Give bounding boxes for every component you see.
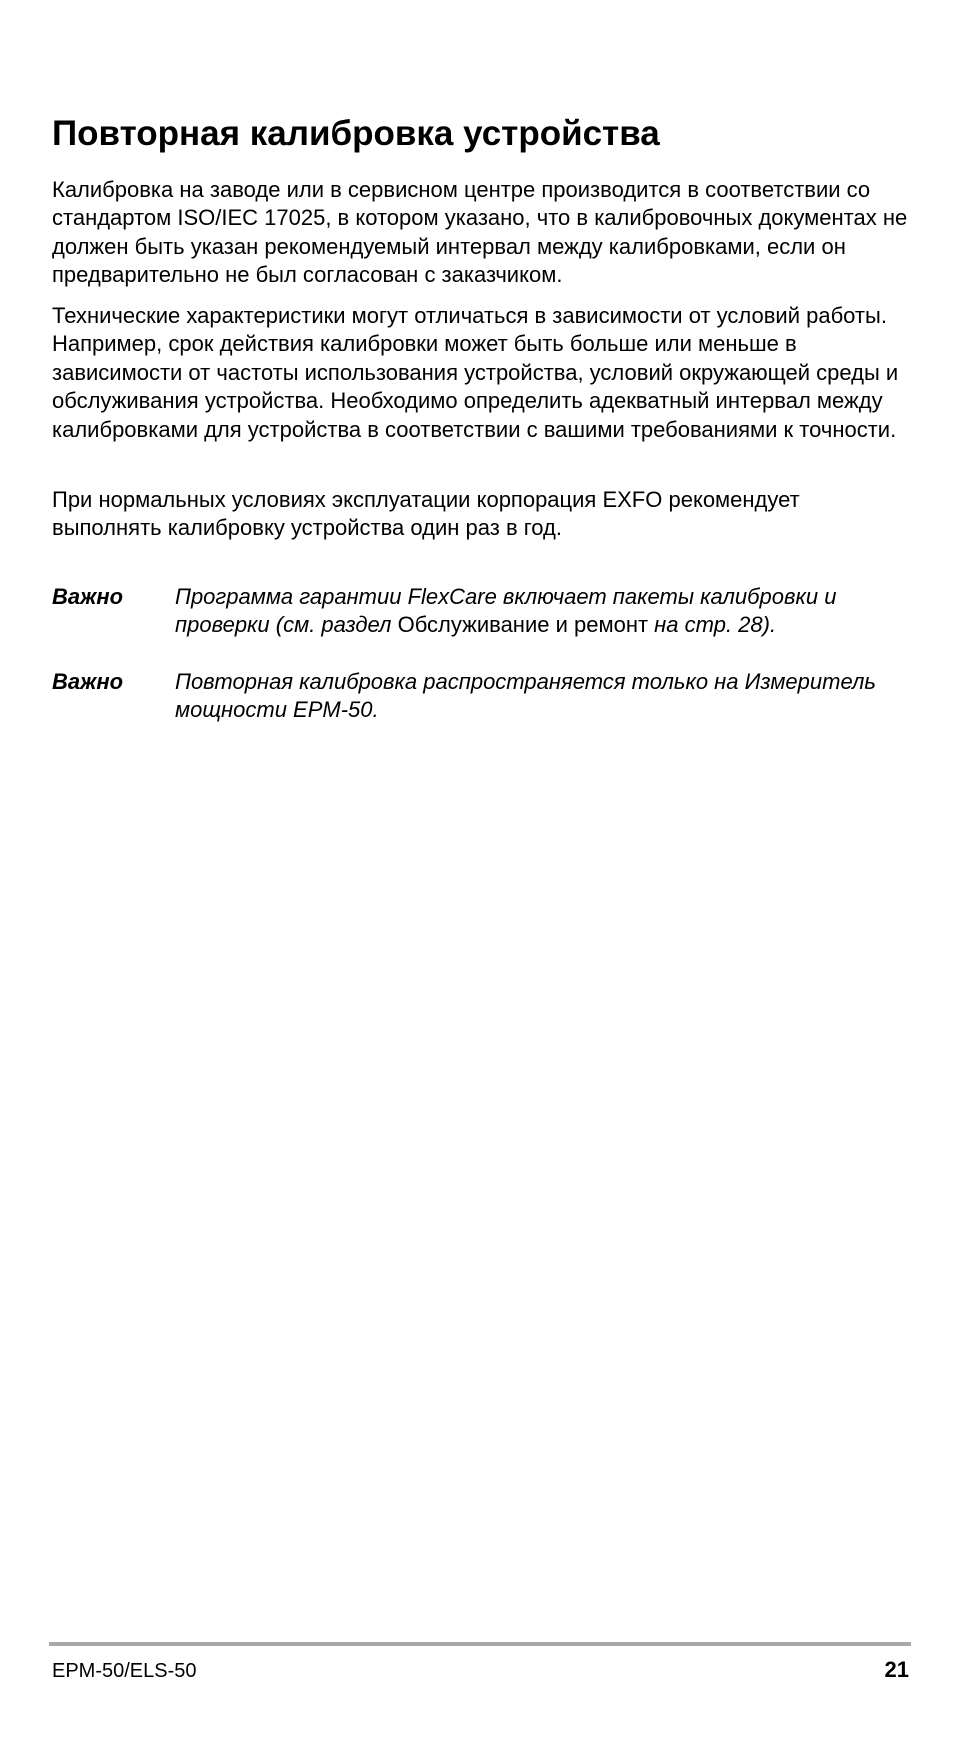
important-note-text [175, 583, 915, 640]
page-title: Повторная калибровка устройства [52, 114, 660, 153]
paragraph-specifications: Технические характеристики могут отличаться в зависимости от условий работы. Например, срок действия калибровки может быть больше или меньше в зависимости от частоты использования устройства, условий окружающей среды и обслуживания устройства. Необходимо определить адекватный интервал между калибровками для устройства в соответствии с вашими требованиями к точности. [52, 303, 899, 442]
footer-product-name: EPM-50/ELS-50 [52, 1660, 197, 1682]
important-label: Важно [52, 584, 124, 609]
section-reference-link[interactable]: Обслуживание и ремонт [397, 612, 649, 638]
paragraph-recommendation: При нормальных условиях эксплуатации корпорация EXFO рекомендует выполнять калибровку устройства один раз в год. [52, 487, 800, 541]
paragraph-iso-standard: Калибровка на заводе или в сервисном центре производится в соответствии со стандартом ISO/IEC 17025, в котором указано, что в калибровочных документах не должен быть указан рекомендуемый интервал между калибровками, если он предварительно не был согласован с заказчиком. [52, 177, 908, 288]
important-note-text: Повторная калибровка распространяется только на Измеритель мощности EPM-50. [175, 669, 876, 723]
important-label: Важно [52, 669, 124, 694]
note-text-before: Программа гарантии FlexCare включает пакеты калибровки и проверки (см. раздел [175, 584, 837, 638]
footer-page-number: 21 [884, 1657, 909, 1682]
note-text-after: на стр. 28). [648, 612, 777, 638]
footer-divider [49, 1642, 911, 1646]
document-page [52, 0, 912, 1738]
